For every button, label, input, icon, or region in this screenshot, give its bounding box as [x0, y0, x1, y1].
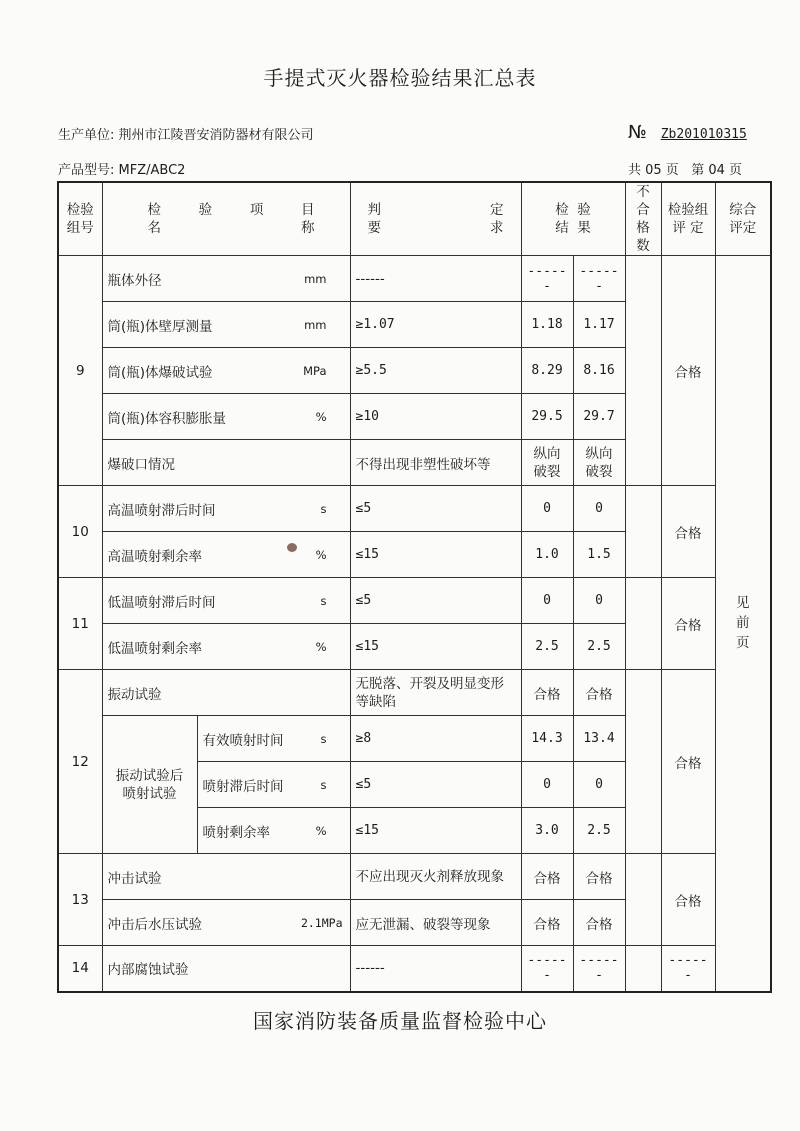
header-overall: 综合 评定 — [715, 182, 771, 256]
group-number: 11 — [58, 578, 102, 670]
item-name: 振动试验 — [102, 670, 350, 716]
result-1: ------ — [521, 946, 573, 992]
table-row — [58, 256, 771, 302]
result-1: 合格 — [521, 670, 573, 716]
result-1: 0 — [521, 486, 573, 532]
result-2: 0 — [573, 486, 625, 532]
table-row — [58, 578, 771, 624]
result-2: 纵向破裂 — [573, 440, 625, 486]
requirement: ≤5 — [350, 486, 521, 532]
header-group-eval: 检验组 评 定 — [661, 182, 715, 256]
page-indicator: 共 05 页 第 04 页 — [628, 163, 743, 178]
result-2: 2.5 — [573, 624, 625, 670]
producer: 生产单位: 荆州市江陵晋安消防器材有限公司 — [58, 128, 314, 143]
result-2: 29.7 — [573, 394, 625, 440]
product-model: 产品型号: MFZ/ABC2 — [58, 163, 186, 178]
document-title: 手提式灭火器检验结果汇总表 — [263, 66, 537, 90]
item-name: 高温喷射剩余率 % — [102, 532, 350, 578]
requirement: ≤15 — [350, 808, 521, 854]
requirement: 不应出现灭火剂释放现象 — [350, 854, 521, 900]
overall-eval: 见前页 — [715, 256, 771, 992]
number-symbol: № — [628, 122, 647, 143]
table-row — [58, 854, 771, 900]
result-1: 纵向破裂 — [521, 440, 573, 486]
result-2: 1.17 — [573, 302, 625, 348]
nonconform-count — [625, 670, 661, 854]
item-name: 冲击后水压试验 2.1MPa — [102, 900, 350, 946]
item-name: 爆破口情况 — [102, 440, 350, 486]
result-2: 13.4 — [573, 716, 625, 762]
requirement: ≤15 — [350, 532, 521, 578]
item-name: 低温喷射剩余率 % — [102, 624, 350, 670]
result-1: 合格 — [521, 854, 573, 900]
requirement: ≥5.5 — [350, 348, 521, 394]
group-eval: 合格 — [661, 854, 715, 946]
result-2: 0 — [573, 762, 625, 808]
result-1: 1.0 — [521, 532, 573, 578]
nonconform-count — [625, 854, 661, 946]
result-2: 合格 — [573, 900, 625, 946]
result-2: 0 — [573, 578, 625, 624]
sub-item-label: 振动试验后喷射试验 — [102, 716, 197, 854]
requirement: 不得出现非塑性破坏等 — [350, 440, 521, 486]
item-name: 高温喷射滞后时间 s — [102, 486, 350, 532]
item-name: 喷射滞后时间 s — [197, 762, 350, 808]
item-name: 筒(瓶)体爆破试验 MPa — [102, 348, 350, 394]
requirement: ------ — [350, 256, 521, 302]
result-2: 8.16 — [573, 348, 625, 394]
group-eval: 合格 — [661, 578, 715, 670]
nonconform-count — [625, 256, 661, 486]
result-1: 29.5 — [521, 394, 573, 440]
result-1: 14.3 — [521, 716, 573, 762]
result-2: 合格 — [573, 670, 625, 716]
header-nonconform: 不合 格数 — [625, 182, 661, 256]
item-name: 喷射剩余率 % — [197, 808, 350, 854]
group-number: 14 — [58, 946, 102, 992]
result-1: 1.18 — [521, 302, 573, 348]
footer-organization: 国家消防装备质量监督检验中心 — [253, 1009, 547, 1033]
result-1: 3.0 — [521, 808, 573, 854]
item-name: 有效喷射时间 s — [197, 716, 350, 762]
requirement: ≥1.07 — [350, 302, 521, 348]
header-row — [58, 182, 771, 256]
requirement: ------ — [350, 946, 521, 992]
requirement: ≤15 — [350, 624, 521, 670]
table-row — [58, 486, 771, 532]
requirement: 无脱落、开裂及明显变形等缺陷 — [350, 670, 521, 716]
result-2: 合格 — [573, 854, 625, 900]
group-number: 10 — [58, 486, 102, 578]
requirement: ≥10 — [350, 394, 521, 440]
group-eval: 合格 — [661, 486, 715, 578]
header-group: 检验 组号 — [58, 182, 102, 256]
result-1: 0 — [521, 578, 573, 624]
result-2: ------ — [573, 256, 625, 302]
item-name: 内部腐蚀试验 — [102, 946, 350, 992]
group-number: 12 — [58, 670, 102, 854]
group-eval: 合格 — [661, 256, 715, 486]
result-1: ------ — [521, 256, 573, 302]
header-item: 检 验 项 目 名 称 — [102, 182, 350, 256]
nonconform-count — [625, 486, 661, 578]
report-number — [628, 122, 747, 143]
requirement: ≥8 — [350, 716, 521, 762]
table-row — [58, 946, 771, 992]
report-number-value: Zb201010315 — [660, 127, 747, 142]
item-name: 瓶体外径 mm — [102, 256, 350, 302]
item-name: 筒(瓶)体壁厚测量 mm — [102, 302, 350, 348]
table-row — [58, 670, 771, 716]
header-result: 检 验 结 果 — [521, 182, 625, 256]
group-number: 13 — [58, 854, 102, 946]
group-eval: ------ — [661, 946, 715, 992]
group-eval: 合格 — [661, 670, 715, 854]
item-name: 筒(瓶)体容积膨胀量 % — [102, 394, 350, 440]
requirement: ≤5 — [350, 762, 521, 808]
nonconform-count — [625, 578, 661, 670]
result-1: 合格 — [521, 900, 573, 946]
item-name: 低温喷射滞后时间 s — [102, 578, 350, 624]
requirement: 应无泄漏、破裂等现象 — [350, 900, 521, 946]
item-name: 冲击试验 — [102, 854, 350, 900]
result-2: ------ — [573, 946, 625, 992]
results-table — [57, 181, 772, 993]
result-1: 8.29 — [521, 348, 573, 394]
result-1: 2.5 — [521, 624, 573, 670]
result-2: 1.5 — [573, 532, 625, 578]
nonconform-count — [625, 946, 661, 992]
requirement: ≤5 — [350, 578, 521, 624]
result-1: 0 — [521, 762, 573, 808]
header-requirement: 判 定 要 求 — [350, 182, 521, 256]
result-2: 2.5 — [573, 808, 625, 854]
ink-stain — [287, 543, 297, 552]
group-number: 9 — [58, 256, 102, 486]
